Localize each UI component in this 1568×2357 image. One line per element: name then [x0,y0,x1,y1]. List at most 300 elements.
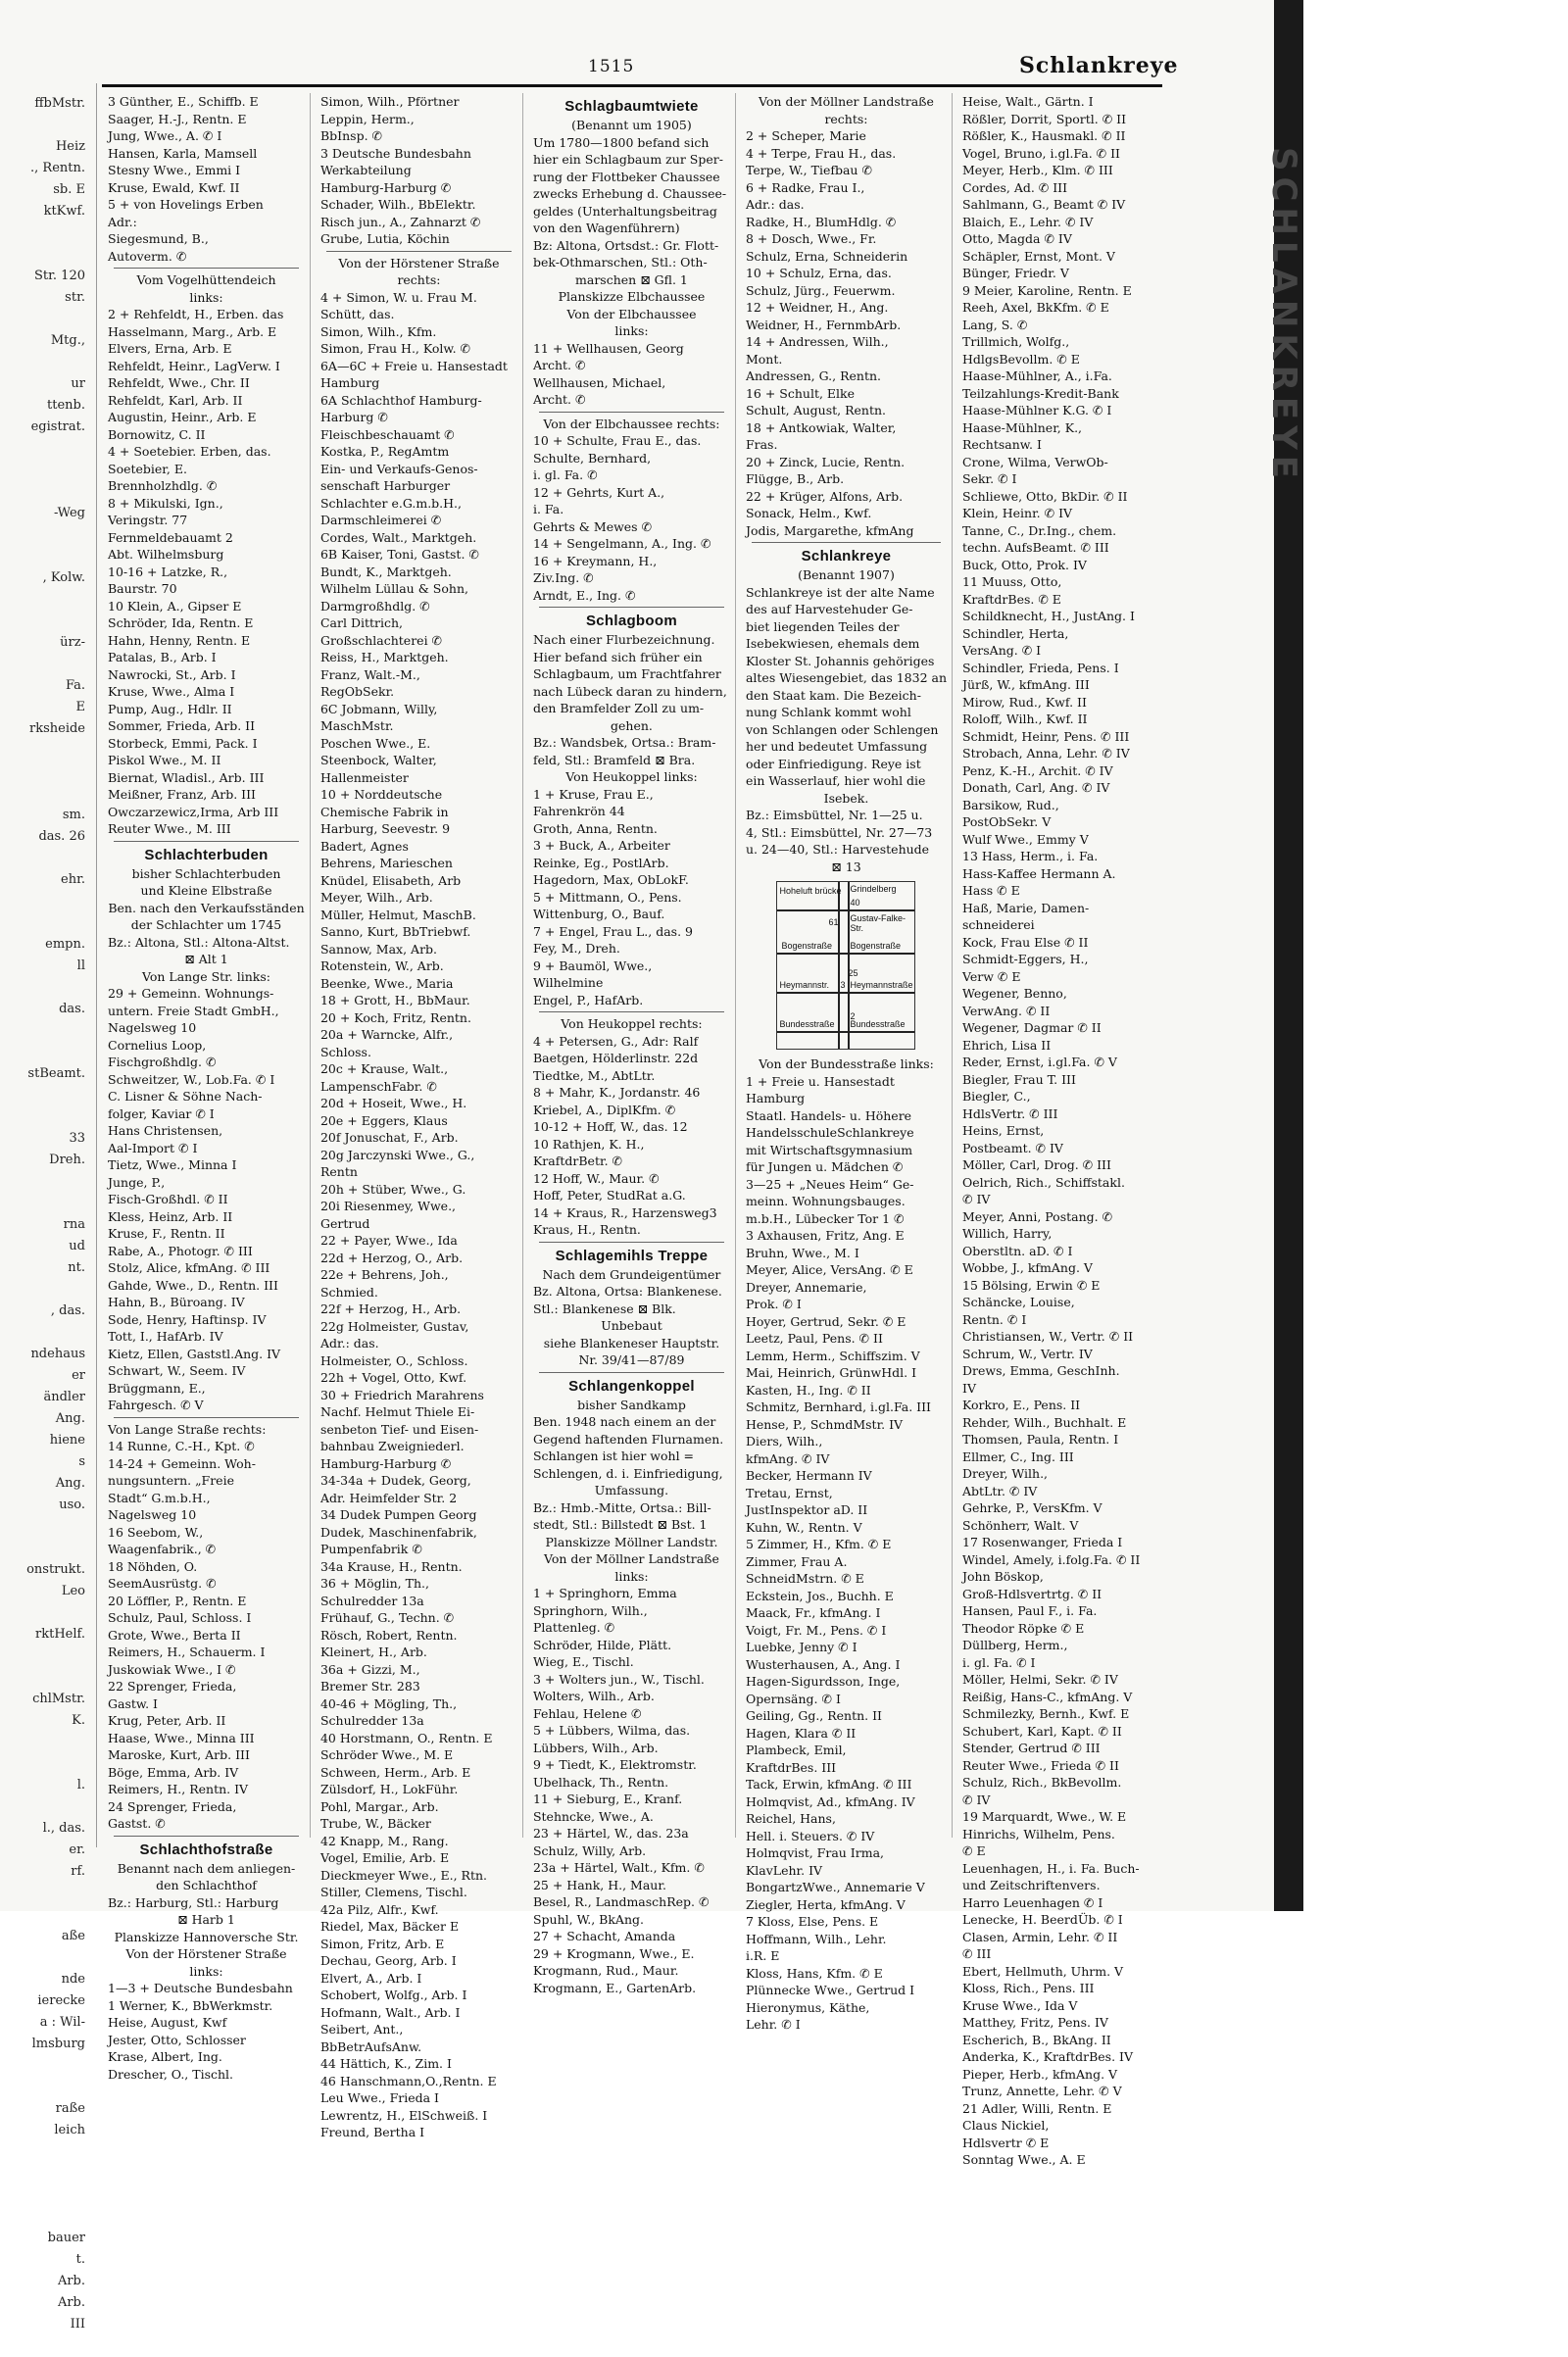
directory-entry: Unbebaut [601,1318,662,1333]
directory-entry: und Kleine Elbstraße [140,883,272,898]
directory-entry: Von der Bundesstraße links: [759,1056,934,1071]
edge-fragment [0,611,93,632]
directory-entry: Leu Wwe., Frieda I [319,2090,439,2105]
directory-entry: 3 + Buck, A., Arbeiter [532,838,670,853]
directory-entry: von den Wagenführern) [532,221,680,235]
directory-entry: Rehder, Wilh., Buchhalt. E [962,1414,1127,1430]
directory-entry: IV [962,1380,976,1396]
edge-fragment: -Weg [54,506,85,520]
directory-entry: Autoverm. ✆ [108,248,187,264]
directory-entry: Gastw. I [108,1695,158,1711]
directory-entry: Mirow, Rud., Kwf. II [962,694,1087,710]
directory-entry: Trube, W., Bäcker [319,1816,431,1831]
directory-entry: Freund, Bertha I [319,2125,425,2139]
directory-entry: 16 Seebom, W., [108,1524,204,1540]
directory-entry: 23a + Härtel, Walt., Kfm. ✆ [532,1860,705,1875]
directory-entry: Rößler, Dorrit, Sportl. ✆ II [962,111,1127,126]
directory-entry: Hofmann, Walt., Arb. I [319,2004,461,2020]
directory-entry: Kuhn, W., Rentn. V [745,1519,862,1535]
section-rule [326,251,512,252]
directory-entry: Schindler, Herta, [962,625,1069,641]
directory-entry: Tretau, Ernst, [745,1485,833,1500]
directory-entry: Siegesmund, B., [108,231,209,246]
directory-entry: Schulz, Willy, Arb. [532,1842,647,1858]
directory-entry: Maack, Fr., kfmAng. I [745,1605,881,1620]
section-rule [114,268,299,269]
directory-entry: 14 + Sengelmann, A., Ing. ✆ [532,536,711,551]
edge-fragment: ttenb. [47,398,85,413]
directory-entry: Schulte, Bernhard, [532,450,652,466]
directory-entry: 20i Riesenmey, Wwe., [319,1199,457,1213]
directory-entry: Rehfeldt, Karl, Arb. II [108,392,243,408]
directory-entry: Von der Elbchaussee rechts: [543,416,720,431]
directory-entry: Rentn [319,1164,358,1179]
directory-entry: untern. Freie Stadt GmbH., [108,1003,279,1018]
directory-entry: 12 Hoff, W., Maur. ✆ [532,1170,660,1186]
directory-entry: Adr.: [108,214,137,229]
directory-entry: Bz.: Eimsbüttel, Nr. 1—25 u. [745,808,923,822]
directory-entry: Ubelhack, Th., Rentn. [532,1774,669,1790]
directory-entry: 27 + Schacht, Amanda [532,1929,676,1943]
directory-entry: Strobach, Anna, Lehr. ✆ IV [962,746,1130,761]
directory-entry: Oberstltn. aD. ✆ I [962,1243,1073,1258]
directory-entry: Dieckmeyer Wwe., E., Rtn. [319,1867,488,1883]
directory-entry: Mai, Heinrich, GrünwHdl. I [745,1365,917,1380]
map-label: Heymannstraße [850,980,913,990]
directory-entry: 1 + Kruse, Frau E., [532,786,654,802]
directory-entry: Grube, Lutia, Köchin [319,231,450,246]
directory-entry: JustInspektor aD. II [745,1502,868,1517]
directory-entry: 20h + Stüber, Wwe., G. [319,1181,466,1197]
edge-fragment: sm. [62,808,85,822]
directory-entry: Ein- und Verkaufs-Genos- [319,461,478,476]
directory-entry: 3 Deutsche Bundesbahn [319,145,471,161]
page-number: 1515 [588,57,635,76]
directory-entry: hier ein Schlagbaum zur Sper- [532,152,723,167]
directory-entry: 6A—6C + Freie u. Hansestadt [319,358,508,373]
directory-entry: Adr.: das. [319,1336,379,1350]
directory-entry: Ebert, Hellmuth, Uhrm. V [962,1963,1124,1979]
directory-entry: Schönherr, Walt. V [962,1517,1079,1533]
directory-entry: Von Heukoppel rechts: [561,1016,703,1031]
directory-entry: Haase-Mühlner, K., [962,419,1083,435]
directory-entry: Reinke, Eg., PostlArb. [532,855,669,870]
edge-fragment [0,2163,93,2185]
directory-entry: Wittenburg, O., Bauf. [532,907,665,921]
directory-entry: Schlengen, d. i. Einfriedigung, [532,1465,723,1481]
directory-entry: Schulz, Jürg., Feuerwm. [745,282,896,298]
directory-entry: 15 Bölsing, Erwin ✆ E [962,1277,1101,1293]
directory-entry: Bz.: Hmb.-Mitte, Ortsa.: Bill- [532,1499,711,1515]
directory-entry: 20g Jarczynski Wwe., G., [319,1147,475,1162]
directory-entry: Müller, Helmut, MaschB. [319,907,476,922]
directory-entry: Meyer, Herb., Klm. ✆ III [962,163,1113,177]
section-rule [539,412,724,413]
directory-entry: 22d + Herzog, O., Arb. [319,1250,464,1265]
edge-fragment: Fa. [65,678,85,693]
directory-entry: Hoffmann, Wilh., Lehr. [745,1931,887,1946]
directory-entry: 18 + Grott, H., BbMaur. [319,993,470,1007]
directory-entry: Tack, Erwin, kfmAng. ✆ III [745,1777,912,1792]
directory-entry: Hamburg [745,1091,806,1105]
directory-entry: Lehr. ✆ I [745,2017,801,2032]
edge-fragment: leich [54,2123,85,2137]
directory-entry: der Schlachter um 1745 [130,917,282,932]
directory-entry: Hahn, B., Büroang. IV [108,1295,245,1309]
directory-entry: 4 + Soetebier. Erben, das. [108,444,271,459]
edge-fragment [0,2335,93,2357]
directory-entry: 4 + Petersen, G., Adr: Ralf [532,1033,699,1049]
directory-entry: 30 + Friedrich Marahrens [319,1387,484,1402]
directory-entry: Ben. nach den Verkaufsständen [108,900,305,915]
edge-fragment [0,654,93,675]
directory-entry: biet liegenden Teiles der [745,618,900,634]
directory-entry: Theodor Röpke ✆ E [962,1620,1085,1636]
directory-entry: Harburg ✆ [319,410,388,424]
edge-fragment: III [70,2317,85,2332]
edge-fragment [0,1171,93,1193]
edge-fragment [0,912,93,934]
directory-entry: 7 + Engel, Frau L., das. 9 [532,923,693,939]
directory-entry: Kloster St. Johannis gehöriges [745,653,935,668]
directory-entry: Kleinert, H., Arb. [319,1645,427,1659]
directory-entry: 14 + Andressen, Wilh., [745,334,889,349]
edge-fragment: rna [63,1217,85,1232]
directory-entry: VerwAng. ✆ II [962,1003,1051,1018]
directory-entry: Radke, H., BlumHdlg. ✆ [745,214,897,229]
directory-entry: geldes (Unterhaltungsbeitrag [532,203,717,219]
directory-entry: Behrens, Marieschen [319,856,453,870]
edge-fragment: ürz- [60,635,85,650]
directory-entry: Rösch, Robert, Rentn. [319,1627,458,1643]
edge-fragment [0,1947,93,1969]
edge-fragment: sb. E [53,182,85,197]
directory-entry: Heins, Ernst, [962,1123,1045,1138]
directory-entry: 8 + Mahr, K., Jordanstr. 46 [532,1085,701,1100]
edge-fragment: 33 [69,1131,85,1146]
directory-entry: Kless, Heinz, Arb. II [108,1208,233,1224]
edge-fragment [0,244,93,266]
directory-entry: Darmschleimerei ✆ [319,513,442,527]
directory-entry: Risch jun., A., Zahnarzt ✆ [319,214,481,229]
directory-entry: BongartzWwe., Annemarie V [745,1880,925,1894]
directory-entry: Fleischbeschauamt ✆ [319,426,455,442]
edge-fragment: str. [65,290,85,305]
directory-entry: Vogel, Bruno, i.gl.Fa. ✆ II [962,145,1120,161]
directory-entry: Reuter Wwe., Frieda ✆ II [962,1757,1119,1773]
directory-entry: Grote, Wwe., Berta II [108,1627,241,1643]
directory-entry: Gegend haftenden Flurnamen. [532,1431,724,1447]
directory-entry: Bruhn, Wwe., M. I [745,1245,859,1260]
directory-entry: Schmied. [319,1284,378,1300]
directory-entry: Wilhelm Lüllau & Sohn, [319,581,468,596]
edge-fragment: das. [59,1002,85,1016]
directory-entry: 42a Pilz, Alfr., Kwf. [319,1901,439,1917]
edge-fragment: empn. [45,937,85,952]
directory-entry: ✆ IV [962,1192,991,1206]
directory-entry: Schliewe, Otto, BkDir. ✆ II [962,488,1128,504]
directory-entry: den Staat kam. Die Bezeich- [745,687,921,703]
directory-entry: 22f + Herzog, H., Arb. [319,1301,462,1316]
directory-entry: Sannow, Max, Arb. [319,941,438,957]
directory-entry: Biegler, C., [962,1089,1031,1104]
edge-fragment [0,783,93,805]
directory-entry: des auf Harvestehuder Ge- [745,602,913,616]
map-label: 3 [840,980,846,990]
directory-entry: Badert, Agnes [319,838,409,854]
directory-entry: Werkabteilung [319,163,412,177]
edge-fragment [0,1667,93,1689]
directory-entry: Nawrocki, St., Arb. I [108,666,236,682]
directory-entry: Claus Nickiel, [962,2118,1050,2133]
directory-entry: Hasselmann, Marg., Arb. E [108,323,277,339]
directory-entry: Pumpenfabrik ✆ [319,1542,422,1556]
street-sketch-map [776,881,915,1050]
directory-entry: 2 + Scheper, Marie [745,128,866,143]
directory-entry: Knüdel, Elisabeth, Arb [319,872,462,888]
directory-entry: Jung, Wwe., A. ✆ I [108,128,222,143]
directory-entry: Schröder, Hilde, Plätt. [532,1637,672,1652]
edge-fragment: Ang. [55,1476,85,1491]
directory-entry: Fehlau, Helene ✆ [532,1705,642,1721]
directory-entry: 20d + Hoseit, Wwe., H. [319,1096,467,1110]
directory-entry: Blaich, E., Lehr. ✆ IV [962,214,1094,229]
directory-entry: Crone, Wilma, VerwOb- [962,454,1108,469]
directory-entry: Ellmer, C., Ing. III [962,1449,1074,1464]
edge-fragment [0,977,93,999]
directory-entry: Pump, Aug., Hdlr. II [108,701,232,716]
directory-entry: 13 Hass, Herm., i. Fa. [962,849,1099,863]
directory-entry: 18 + Antkowiak, Walter, [745,419,897,435]
edge-fragment [0,2055,93,2077]
directory-entry: Sanno, Kurt, BbTriebwf. [319,924,471,939]
directory-entry: 34 Dudek Pumpen Georg [319,1507,477,1522]
directory-entry: Archt. ✆ [532,392,586,407]
edge-fragment [0,2206,93,2228]
directory-entry: Isebekwiesen, ehemals dem [745,636,920,651]
edge-fragment: a : Wil- [39,2015,85,2030]
directory-entry: 10-12 + Hoff, W., das. 12 [532,1119,688,1134]
directory-entry: 17 Rosenwanger, Frieda I [962,1535,1123,1549]
directory-entry: Meyer, Anni, Postang. ✆ [962,1208,1113,1224]
directory-entry: Wobbe, J., kfmAng. V [962,1260,1093,1275]
directory-entry: 22g Holmeister, Gustav, [319,1318,469,1334]
directory-entry: 10 Klein, A., Gipser E [108,598,242,614]
directory-entry: Flügge, B., Arb. [745,471,845,486]
section-rule [539,607,724,608]
directory-entry: Ehrich, Lisa II [962,1037,1052,1053]
directory-entry: Schweitzer, W., Lob.Fa. ✆ I [108,1071,275,1087]
directory-entry: 20e + Eggers, Klaus [319,1112,448,1128]
directory-entry: Schlankreye ist der alte Name [745,584,935,600]
directory-entry: 3—25 + „Neues Heim“ Ge- [745,1176,914,1192]
directory-entry: Kriebel, A., DiplKfm. ✆ [532,1102,676,1117]
directory-entry: Nach einer Flurbezeichnung. [532,632,715,647]
directory-entry: Haase, Wwe., Minna III [108,1730,255,1745]
directory-entry: rechts: [824,111,868,126]
directory-entry: KraftdrBetr. ✆ [532,1154,622,1168]
directory-entry: Maroske, Kurt, Arb. III [108,1747,250,1762]
directory-entry: Schmitz, Bernhard, i.gl.Fa. III [745,1399,931,1414]
edge-fragment [0,1732,93,1753]
edge-fragment: Heiz [55,139,85,154]
directory-entry: links: [189,289,223,305]
directory-entry: Isebek. [823,790,869,806]
directory-entry: 14-24 + Gemeinn. Woh- [108,1455,256,1471]
directory-entry: Simon, Fritz, Arb. E [319,1936,445,1951]
directory-entry: Jester, Otto, Schlosser [108,2032,246,2047]
directory-entry: ⊠ Harb 1 [177,1912,235,1927]
edge-fragment: ud [69,1239,85,1253]
directory-entry: Hense, P., SchmdMstr. IV [745,1416,904,1432]
directory-entry: 34-34a + Dudek, Georg, [319,1473,471,1488]
directory-entry: ein Wasserlauf, hier wohl die [745,773,926,788]
directory-entry: Von der Möllner Landstraße [544,1551,719,1566]
directory-entry: bahnbau Zweigniederl. [319,1439,465,1453]
directory-entry: Opernsäng. ✆ I [745,1691,841,1706]
directory-entry: Fahrgesch. ✆ V [108,1398,204,1412]
directory-entry: BbBetrAufsAnw. [319,2038,422,2054]
directory-entry: Reiss, H., Marktgeh. [319,650,449,664]
directory-entry: Kloss, Rich., Pens. III [962,1981,1095,1995]
directory-entry: Groß-Hdlsvertrtg. ✆ II [962,1586,1102,1601]
directory-entry: Roloff, Wilh., Kwf. II [962,712,1088,726]
directory-entry: i. gl. Fa. ✆ [532,467,598,482]
directory-entry: 40-46 + Mögling, Th., [319,1695,458,1711]
directory-entry: Poschen Wwe., E. [319,735,431,751]
directory-entry: Hagen-Sigurdsson, Inge, [745,1674,901,1689]
map-label: 40 [850,898,860,908]
directory-entry: HdlsVertr. ✆ III [962,1105,1058,1121]
section-rule [114,841,299,842]
directory-entry: 5 + von Hovelings Erben [108,197,264,212]
directory-entry: Elvert, A., Arb. I [319,1970,422,1986]
directory-entry: Von der Elbchaussee [566,306,697,321]
directory-entry: Schildknecht, H., JustAng. I [962,609,1135,623]
directory-entry: Wusterhausen, A., Ang. I [745,1656,901,1672]
directory-entry: Hamburg-Harburg ✆ [319,179,452,195]
edge-fragment: t. [75,2252,85,2267]
directory-entry: mit Wirtschaftsgymnasium [745,1142,913,1157]
directory-entry: Simon, Frau H., Kolw. ✆ [319,341,471,356]
directory-entry: Meyer, Alice, VersAng. ✆ E [745,1262,913,1277]
directory-entry: Tott, I., HafArb. IV [108,1329,223,1344]
directory-entry: Storbeck, Emmi, Pack. I [108,735,258,751]
directory-entry: Hansen, Paul F., i. Fa. [962,1603,1098,1618]
directory-entry: rechts: [397,272,441,287]
directory-entry: Dreyer, Wilh., [962,1466,1049,1481]
edge-fragment: Dreh. [49,1153,85,1167]
directory-entry: Schäncke, Louise, [962,1295,1075,1309]
directory-entry: Drews, Emma, GeschInh. [962,1363,1120,1378]
edge-fragment [0,2141,93,2163]
directory-entry: 20 + Zinck, Lucie, Rentn. [745,454,906,469]
directory-entry: zwecks Erhebung d. Chaussee- [532,186,727,201]
directory-entry: 9 Meier, Karoline, Rentn. E [962,282,1132,298]
directory-entry: rung der Flottbeker Chaussee [532,169,720,184]
directory-entry: Darmgroßhdlg. ✆ [319,598,430,614]
directory-entry: Weidner, H., FernmbArb. [745,317,902,332]
directory-entry: Schütt, das. [319,307,395,321]
directory-entry: Baurstr. 70 [108,581,177,596]
directory-entry: Reeh, Axel, BkKfm. ✆ E [962,300,1109,315]
edge-fragment [0,740,93,761]
directory-entry: Adr. Heimfelder Str. 2 [319,1490,458,1505]
directory-entry: BbInsp. ✆ [319,128,382,143]
directory-entry: 16 + Kreymann, H., [532,553,658,568]
directory-entry: Waagenfabrik., ✆ [108,1542,217,1556]
edge-fragment [0,524,93,546]
directory-entry: Gehrts & Mewes ✆ [532,518,653,534]
directory-entry: Kostka, P., RegAmtm [319,444,450,459]
edge-fragment [0,1322,93,1344]
directory-entry: Reuter Wwe., M. III [108,821,231,836]
map-cross-street [777,1031,914,1033]
directory-entry: 11 + Wellhausen, Georg [532,340,684,356]
directory-entry: Veringstr. 77 [108,513,188,527]
directory-entry: AbtLtr. ✆ IV [962,1483,1038,1498]
edge-fragment: ktKwf. [43,204,85,219]
directory-entry: Schröder, Ida, Rentn. E [108,615,254,630]
directory-entry: Wolters, Wilh., Arb. [532,1689,655,1703]
directory-entry: Pieper, Herb., kfmAng. V [962,2066,1118,2082]
directory-entry: Planskizze Elbchaussee [558,289,706,304]
edge-fragment [0,1602,93,1624]
directory-entry: Bornowitz, C. II [108,426,206,442]
street-heading: Schlagemihls Treppe [555,1247,709,1264]
directory-entry: Andressen, G., Rentn. [745,368,881,383]
section-rule [114,1836,299,1837]
directory-entry: Schlagbaum, um Frachtfahrer [532,666,721,681]
directory-entry: 5 + Lübbers, Wilma, das. [532,1723,691,1738]
directory-entry: feld, Stl.: Bramfeld ⊠ Bra. [532,752,696,767]
directory-entry: ✆ IV [962,1792,991,1807]
directory-entry: Wieg, E., Tischl. [532,1654,634,1669]
directory-entry: SeemAusrüstg. ✆ [108,1576,217,1591]
directory-entry: Zimmer, Frau A. [745,1553,848,1569]
directory-entry: Lang, S. ✆ [962,317,1028,332]
directory-entry: Meyer, Wilh., Arb. [319,890,433,905]
directory-entry: Hoyer, Gertrud, Sekr. ✆ E [745,1313,906,1329]
directory-entry: Wegener, Dagmar ✆ II [962,1020,1102,1035]
directory-entry: Schindler, Frieda, Pens. I [962,660,1119,675]
edge-fragment: Str. 120 [34,269,85,283]
directory-entry: schneiderei [962,917,1035,932]
directory-entry: her und bedeutet Umfassung [745,739,928,754]
edge-fragment: onstrukt. [26,1562,85,1577]
directory-entry: ⊠ Alt 1 [184,952,228,966]
edge-fragment [0,460,93,481]
directory-entry: Trillmich, Wolfg., [962,334,1070,349]
directory-entry: Stolz, Alice, kfmAng. ✆ III [108,1260,270,1275]
directory-entry: Schulz, Paul, Schloss. I [108,1610,252,1625]
directory-entry: nach Lübeck daran zu hindern, [532,683,727,699]
directory-entry: Tiedtke, M., AbtLtr. [532,1067,656,1083]
directory-entry: Krug, Peter, Arb. II [108,1713,226,1728]
directory-entry: Hamburg [319,375,380,390]
directory-entry: Schmidt-Eggers, H., [962,952,1089,966]
directory-entry: Rößler, K., Hausmakl. ✆ II [962,128,1126,143]
edge-fragment [0,1085,93,1106]
edge-fragment: Arb. [57,2295,85,2310]
directory-entry: 25 + Hank, H., Maur. [532,1877,666,1892]
directory-entry: Drescher, O., Tischl. [108,2066,234,2082]
directory-entry: Schwart, W., Seem. IV [108,1363,246,1378]
directory-entry: Owczarzewicz,Irma, Arb III [108,804,279,819]
directory-entry: Jodis, Margarethe, kfmAng [745,522,914,538]
directory-entry: Gahde, Wwe., D., Rentn. III [108,1277,278,1293]
street-heading: Schlagboom [585,613,677,629]
